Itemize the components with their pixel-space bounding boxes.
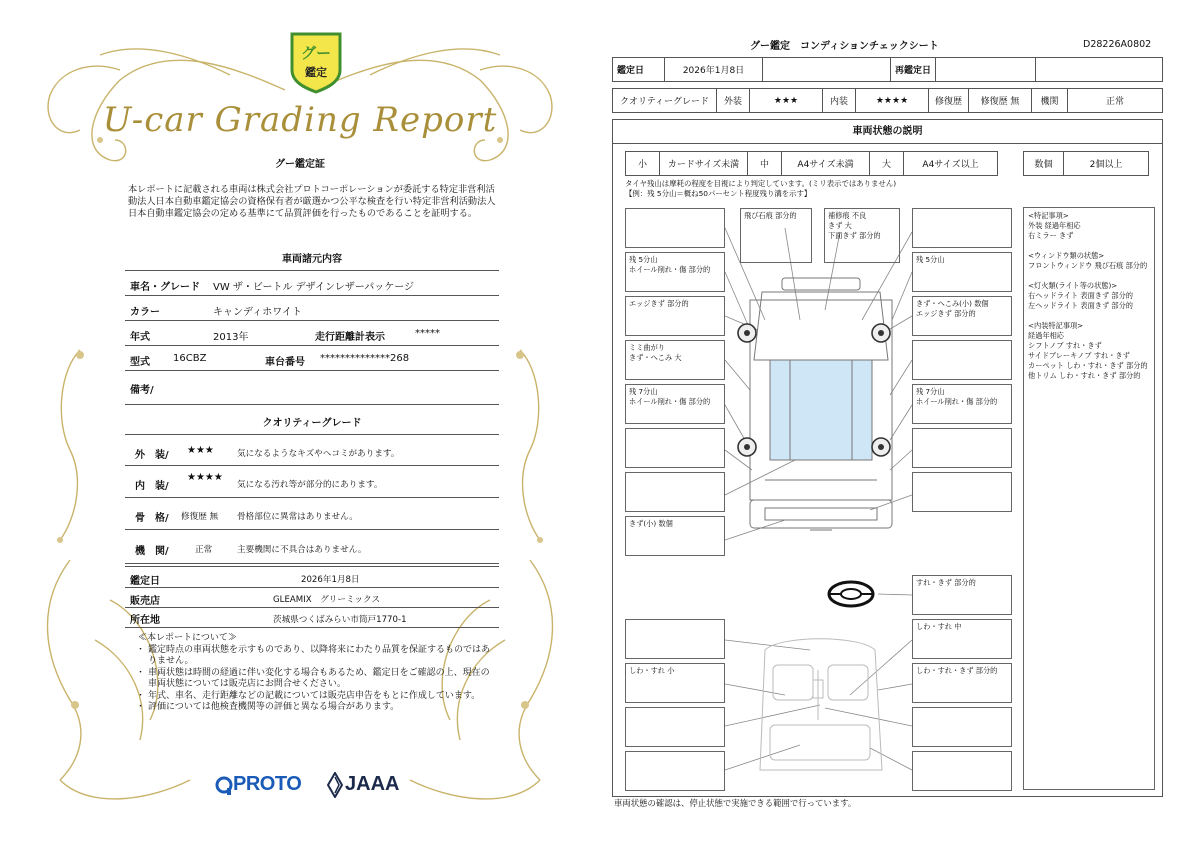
tire-note-line: 【例：残 5分山＝概ね50パーセント程度残り溝を示す】 [625,189,812,198]
spec-row-year [125,321,499,346]
special-line: 経過年相応 [1028,331,1064,340]
certificate-heading: グー鑑定証 [275,159,325,170]
size-small: 小 [626,152,660,176]
condition-title: 車両状態の説明 [612,119,1163,144]
condition-check-sheet [600,0,1200,848]
special-line: 外装 経過年相応 [1028,221,1081,230]
special-line: 右ヘッドライト 表面きず 部分的 [1028,291,1133,300]
quality-row-engine [125,530,499,564]
condition-box: しわ・すれ・きず 部分的 [912,663,1012,703]
tire-note-line: タイヤ残山は摩耗の程度を目視により判定しています。(ミリ表示ではありません) [625,179,897,188]
condition-box [912,340,1012,380]
label: 外 装/ [135,450,169,461]
description: 気になる汚れ等が部分的にあります。 [237,480,383,490]
condition-box [625,472,725,512]
note-item: ・ 車両状態は時間の経過に伴い変化する場合もあるため、鑑定日をご確認の上、現在の車両状態については販売店にお問合せください。 [138,668,494,691]
note-item: ・ 評価については他検査機関等の評価と異なる場合があります。 [138,702,494,714]
value: ★★★★ [187,472,223,483]
document-id: D28226A0802 [1083,39,1152,50]
condition-box: きず・へこみ(小) 数個 エッジきず 部分的 [912,296,1012,336]
proto-logo-text: PROTO [233,773,302,795]
value: 正常 [195,545,213,555]
car-interior-view [760,639,882,770]
value: 茨城県つくばみらい市筒戸1770-1 [273,615,407,625]
condition-box: 飛び石痕 部分的 [740,208,812,263]
condition-box [912,428,1012,468]
description: 骨格部位に異常はありません。 [237,512,358,522]
condition-box: しわ・すれ 中 [912,619,1012,659]
label: 型式 [130,357,150,368]
special-line: シフトノブ すれ・きず [1028,341,1102,350]
condition-box: ミミ曲がり きず・へこみ 大 [625,340,725,380]
quality-row-frame [125,498,499,530]
meta-row-shop [125,588,499,608]
label: 車名・グレード [130,282,200,293]
condition-box [912,751,1012,791]
condition-box [625,428,725,468]
condition-box: 残 7分山 ホイール削れ・傷 部分的 [912,384,1012,424]
sheet-title: グー鑑定 コンディションチェックシート [750,41,939,52]
sheet-footer-note: 車両状態の確認は、停止状態で実施できる範囲で行っています。 [614,798,857,808]
count-label: 数個 [1024,152,1064,176]
quality-row-interior [125,466,499,498]
spec-row-name [125,270,499,296]
value: GLEAMIX グリーミックス [273,595,381,605]
count-desc: 2個以上 [1064,152,1149,176]
special-heading: <ウィンドウ類の状態> [1028,251,1105,260]
condition-box: 残 5分山 [912,252,1012,292]
condition-box: きず(小) 数個 [625,516,725,556]
condition-box [625,707,725,747]
description: 主要機関に不具合はありません。 [237,545,367,555]
label: 走行距離計表示 [315,332,385,343]
exterior-label: 外装 [717,89,750,113]
note-item: ・ 鑑定時点の車両状態を示すものであり、以降将来にわたり品質を保証するものではありません。 [138,645,494,668]
svg-text:グー: グー [300,44,332,62]
car-top-view [750,278,892,530]
jaaa-mark-icon [327,772,343,798]
label: 鑑定日 [130,576,160,587]
label: 車台番号 [265,357,305,368]
repair-label: 修復歴 [929,89,969,113]
condition-box [625,208,725,248]
condition-box: 補修痕 不良 きず 大 下面きず 部分的 [824,208,900,263]
special-line: フロントウィンドウ 飛び石痕 部分的 [1028,261,1148,270]
label: 所在地 [130,615,160,626]
grade-label: クオリティーグレード [613,89,717,113]
condition-box [912,472,1012,512]
spec-row-remarks [125,371,499,405]
spec-row-model [125,346,499,371]
certificate-intro: 本レポートに記載される車両は株式会社プロトコーポレーションが委託する特定非営利活動法人日本自動車鑑定協会の資格保有者が厳選かつ公平な検査を行い特定非営利活動法人日本自動車鑑定協会の定める基準にて品質評価を行ったものであることを証明する。 [128,184,496,219]
svg-text:鑑定: 鑑定 [305,66,327,79]
report-notes [138,633,494,714]
condition-box [912,208,1012,248]
special-line: 左ヘッドライト 表面きず 部分的 [1028,301,1133,310]
proto-logo-icon [215,776,233,796]
condition-box: すれ・きず 部分的 [912,575,1012,615]
engine-label: 機関 [1032,89,1068,113]
label: 骨 格/ [135,513,169,524]
size-large-desc: A4サイズ以上 [904,152,998,176]
goo-badge-icon [287,30,345,94]
meta-row-address [125,608,499,628]
condition-box [625,619,725,659]
date-label: 鑑定日 [613,58,665,82]
special-heading: <内装特記事項> [1028,321,1084,330]
interior-label: 内装 [823,89,856,113]
exterior-value: ★★★ [750,89,823,113]
note-item: ・ 年式、車名、走行距離などの記載については販売店申告をもとに作成しています。 [138,691,494,703]
value: ***** [415,328,440,339]
engine-value: 正常 [1068,89,1163,113]
special-heading: <特記事項> [1028,211,1069,220]
label: 年式 [130,332,150,343]
description: 気になるようなキズやヘコミがあります。 [237,449,400,459]
condition-box: 残 7分山 ホイール削れ・傷 部分的 [625,384,725,424]
label: 販売店 [130,596,160,607]
special-line: サイドブレーキノブ すれ・きず [1028,351,1130,360]
value: 2013年 [213,332,249,343]
label: 内 装/ [135,481,169,492]
spec-row-color [125,296,499,321]
interior-value: ★★★★ [856,89,929,113]
size-medium-desc: A4サイズ未満 [782,152,870,176]
quality-row-exterior [125,434,499,466]
jaaa-logo-text: JAAA [345,773,400,795]
special-line: カーペット しわ・すれ・きず 部分的 [1028,361,1148,370]
value: 2026年1月8日 [301,575,360,585]
report-title: U-car Grading Report [102,100,498,140]
condition-box [625,751,725,791]
value: 16CBZ [173,353,207,364]
footer-logos [215,770,415,800]
spec-section-title: 車両諸元内容 [282,254,342,265]
value: **************268 [320,353,410,364]
size-large: 大 [870,152,904,176]
repair-value: 修復歴 無 [969,89,1032,113]
value: ★★★ [187,445,214,456]
quality-section-title: クオリティーグレード [262,418,362,429]
notes-title: ≪本レポートについて≫ [138,633,237,643]
meta-row-date [125,566,499,588]
reinspect-label: 再鑑定日 [891,58,936,82]
label: 機 関/ [135,546,169,557]
condition-box: しわ・すれ 小 [625,663,725,703]
label: カラー [130,307,160,318]
special-line: 右ミラー きず [1028,231,1074,240]
condition-box [912,707,1012,747]
special-heading: <灯火類(ライト等の状態)> [1028,281,1118,290]
date-value: 2026年1月8日 [665,58,763,82]
condition-box: エッジきず 部分的 [625,296,725,336]
value: VW ザ・ビートル デザインレザーパッケージ [213,282,415,293]
value: 修復歴 無 [181,512,219,522]
label: 備考/ [130,385,154,396]
special-line: 他トリム しわ・すれ・きず 部分的 [1028,371,1141,380]
condition-box: 残 5分山 ホイール削れ・傷 部分的 [625,252,725,292]
steering-wheel-icon [829,582,873,606]
size-medium: 中 [748,152,782,176]
size-small-desc: カードサイズ未満 [660,152,748,176]
value: キャンディホワイト [213,307,302,318]
special-notes [1023,207,1155,790]
